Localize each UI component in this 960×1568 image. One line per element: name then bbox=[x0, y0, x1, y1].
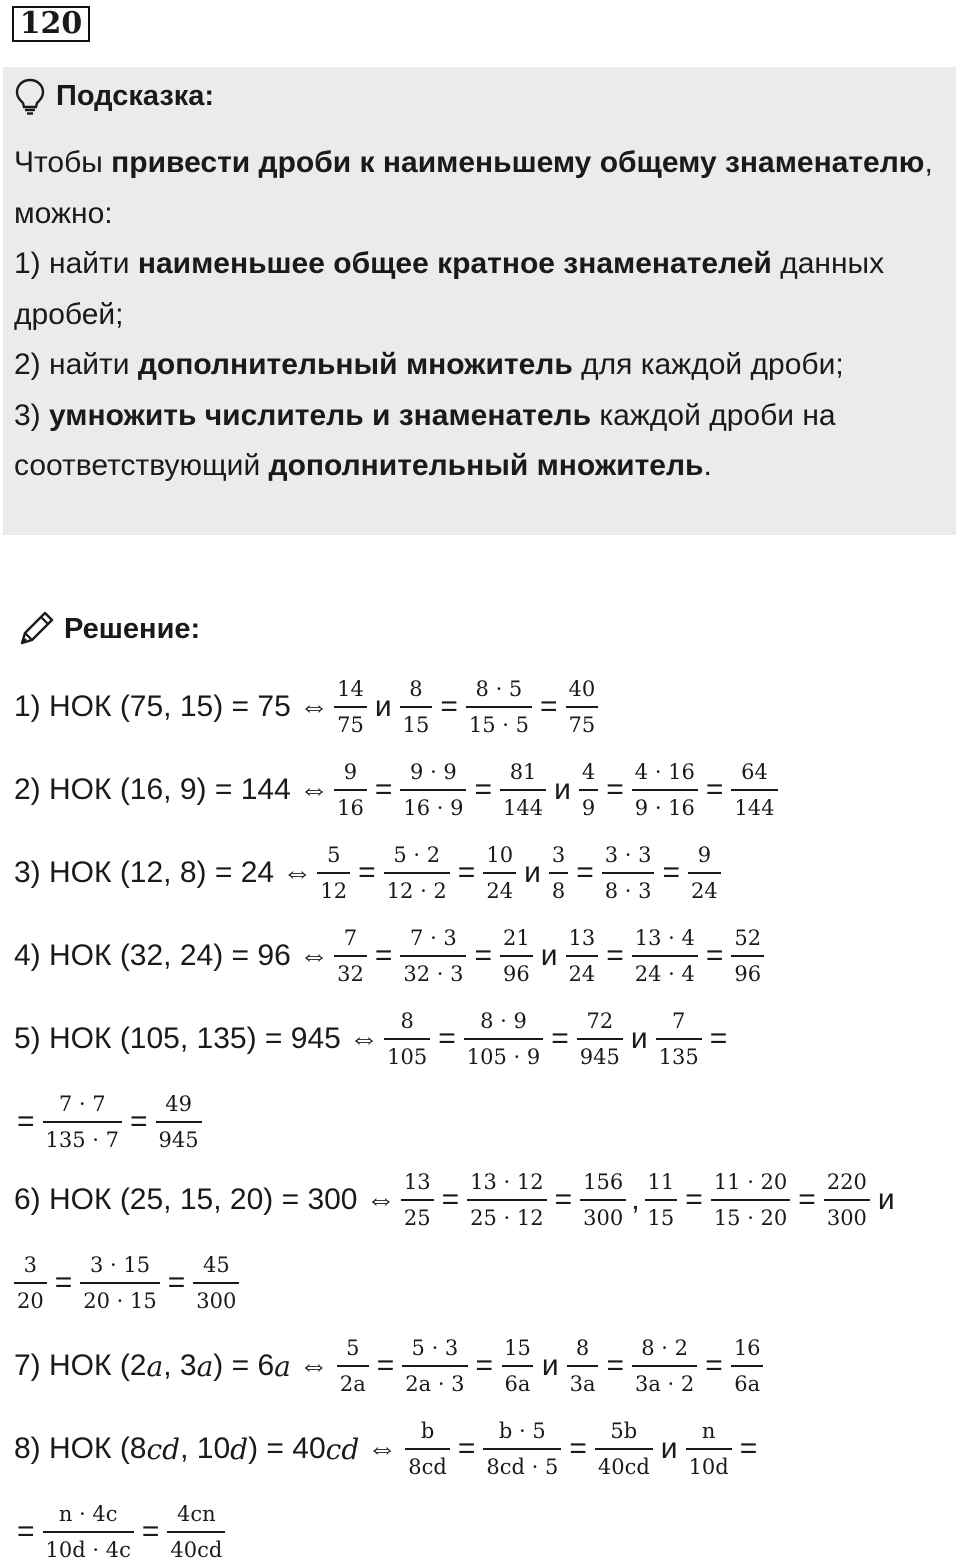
numerator: 45 bbox=[202, 1252, 230, 1277]
denominator: 24 bbox=[688, 872, 721, 902]
numerator: 8 · 9 bbox=[480, 1008, 527, 1033]
denominator: 8 · 3 bbox=[602, 872, 655, 902]
variable: cd bbox=[325, 1432, 360, 1466]
fraction bbox=[483, 1418, 561, 1479]
denominator: 144 bbox=[731, 789, 777, 819]
solution-line-5-cont bbox=[14, 1087, 207, 1157]
numerator: 156 bbox=[583, 1169, 624, 1194]
denominator: 40cd bbox=[167, 1531, 225, 1561]
numerator: 13 bbox=[403, 1169, 431, 1194]
fraction bbox=[632, 925, 698, 986]
fraction bbox=[632, 1335, 697, 1396]
numerator: 14 bbox=[337, 676, 364, 701]
equals-sign: = bbox=[798, 1183, 816, 1216]
denominator: 15 bbox=[400, 706, 433, 736]
variable: a bbox=[274, 1349, 291, 1383]
task-number: 120 bbox=[12, 6, 90, 42]
numerator: 11 bbox=[647, 1169, 675, 1194]
fraction bbox=[566, 925, 599, 986]
and-word: и bbox=[540, 939, 558, 972]
hint-step1: 1) найти bbox=[14, 247, 138, 280]
solution-line-6-cont bbox=[14, 1248, 244, 1318]
equals-sign: = bbox=[576, 856, 594, 889]
denominator: 2a · 3 bbox=[402, 1365, 467, 1395]
fraction bbox=[656, 1008, 702, 1069]
fraction bbox=[167, 1501, 225, 1562]
equals-sign: = bbox=[474, 939, 493, 972]
equals-sign: = bbox=[662, 856, 681, 889]
line-lead-part: ) = 40 bbox=[248, 1432, 326, 1465]
denominator: 9 · 16 bbox=[632, 789, 698, 819]
equals-sign: = bbox=[17, 1105, 35, 1138]
solution-line-5 bbox=[14, 1004, 730, 1074]
fraction bbox=[317, 842, 350, 903]
numerator: 5 · 2 bbox=[393, 842, 441, 867]
equals-sign: = bbox=[438, 1022, 456, 1055]
fraction bbox=[400, 925, 466, 986]
equals-sign: = bbox=[440, 690, 458, 723]
lightbulb-icon bbox=[14, 77, 46, 115]
numerator: 10 bbox=[486, 842, 514, 867]
denominator: 144 bbox=[500, 789, 546, 819]
and-word: и bbox=[630, 1022, 648, 1055]
equals-sign: = bbox=[709, 1022, 728, 1055]
denominator: 135 bbox=[656, 1038, 702, 1068]
denominator: 96 bbox=[731, 955, 764, 985]
fraction bbox=[467, 1169, 546, 1230]
comma: , bbox=[631, 1183, 640, 1216]
solution-line-8 bbox=[14, 1414, 760, 1484]
equals-sign: = bbox=[167, 1266, 186, 1299]
hint-header bbox=[14, 76, 214, 116]
hint-step2-bold: дополнительный множитель bbox=[137, 348, 573, 381]
equals-sign: = bbox=[739, 1432, 758, 1465]
equals-sign: = bbox=[374, 939, 393, 972]
denominator: 105 · 9 bbox=[464, 1038, 543, 1068]
and-word: и bbox=[877, 1183, 895, 1216]
fraction bbox=[580, 1169, 626, 1230]
fraction bbox=[43, 1091, 122, 1152]
denominator: 15 · 20 bbox=[711, 1199, 790, 1229]
denominator: 12 bbox=[317, 872, 350, 902]
denominator: 16 · 9 bbox=[400, 789, 466, 819]
hint-step3-bold: умножить числитель и знаменатель bbox=[49, 398, 592, 432]
fraction bbox=[567, 1335, 599, 1396]
numerator: 4cn bbox=[177, 1501, 216, 1526]
fraction bbox=[400, 759, 466, 820]
fraction bbox=[501, 1335, 534, 1396]
numerator: b bbox=[420, 1418, 435, 1443]
fraction bbox=[566, 676, 599, 737]
numerator: 7 · 3 bbox=[410, 925, 457, 950]
numerator: 7 · 7 bbox=[58, 1091, 106, 1116]
fraction bbox=[645, 1169, 678, 1230]
fraction bbox=[400, 676, 433, 737]
solution-line-7 bbox=[14, 1331, 769, 1401]
numerator: 5 · 3 bbox=[411, 1335, 459, 1360]
fraction bbox=[579, 759, 598, 820]
equals-sign: = bbox=[705, 773, 724, 806]
denominator: 105 bbox=[384, 1038, 430, 1068]
equals-sign: = bbox=[551, 1022, 569, 1055]
equals-sign: = bbox=[54, 1266, 73, 1299]
equals-sign: = bbox=[554, 1183, 573, 1216]
fraction bbox=[384, 1008, 430, 1069]
numerator: 81 bbox=[509, 759, 537, 784]
denominator: 15 · 5 bbox=[466, 706, 532, 736]
numerator: 9 bbox=[343, 759, 358, 784]
denominator: 75 bbox=[566, 706, 599, 736]
equals-sign: = bbox=[606, 939, 624, 972]
fraction bbox=[464, 1008, 543, 1069]
numerator: 16 bbox=[733, 1335, 761, 1360]
numerator: 72 bbox=[586, 1008, 614, 1033]
equals-sign: = bbox=[606, 1349, 624, 1382]
equals-sign: = bbox=[569, 1432, 587, 1465]
numerator: 4 · 16 bbox=[634, 759, 695, 784]
line-lead: 1) НОК (75, 15) = 75 ⇔ bbox=[14, 690, 330, 723]
solution-header bbox=[16, 608, 200, 650]
fraction bbox=[334, 759, 367, 820]
line-lead: 2) НОК (16, 9) = 144 ⇔ bbox=[14, 773, 330, 806]
numerator: 40 bbox=[568, 676, 596, 701]
fraction bbox=[80, 1252, 159, 1313]
denominator: 6a bbox=[731, 1365, 763, 1395]
denominator: 9 bbox=[579, 789, 598, 819]
fraction bbox=[14, 1252, 47, 1313]
hint-intro: Чтобы bbox=[14, 146, 112, 179]
pencil-icon bbox=[16, 609, 56, 649]
equals-sign: = bbox=[539, 690, 558, 723]
equivalence-arrow: ⇔ bbox=[367, 1432, 398, 1465]
numerator: 220 bbox=[826, 1169, 867, 1194]
and-word: и bbox=[374, 690, 392, 723]
fraction bbox=[731, 759, 777, 820]
denominator: 96 bbox=[500, 955, 533, 985]
numerator: 5b bbox=[610, 1418, 638, 1443]
line-lead-part: ) = 6 bbox=[213, 1349, 275, 1382]
line-lead: 6) НОК (25, 15, 20) = 300 ⇔ bbox=[14, 1183, 396, 1216]
fraction bbox=[43, 1501, 134, 1562]
denominator: 6a bbox=[502, 1365, 534, 1395]
denominator: 8 bbox=[549, 872, 568, 902]
line-lead: 4) НОК (32, 24) = 96 ⇔ bbox=[14, 939, 330, 972]
solution-line-3 bbox=[14, 838, 726, 908]
denominator: 15 bbox=[645, 1199, 678, 1229]
numerator: 13 bbox=[568, 925, 596, 950]
numerator: 13 · 12 bbox=[470, 1169, 544, 1194]
and-word: и bbox=[554, 773, 571, 806]
numerator: 4 bbox=[581, 759, 596, 784]
equals-sign: = bbox=[475, 1349, 494, 1382]
solution-line-4 bbox=[14, 921, 769, 991]
numerator: 9 bbox=[697, 842, 712, 867]
denominator: 24 bbox=[566, 955, 599, 985]
equals-sign: = bbox=[705, 939, 724, 972]
numerator: 8 bbox=[400, 1008, 414, 1033]
denominator: 40cd bbox=[595, 1448, 653, 1478]
fraction bbox=[549, 842, 568, 903]
variable: a bbox=[196, 1349, 214, 1383]
fraction bbox=[384, 842, 450, 903]
solution-line-6 bbox=[14, 1165, 898, 1235]
hint-step1-end: данных дробей; bbox=[14, 247, 885, 331]
solution-line-8-cont bbox=[14, 1497, 230, 1567]
numerator: 13 · 4 bbox=[634, 925, 695, 950]
numerator: 5 bbox=[346, 1335, 360, 1360]
and-word: и bbox=[660, 1432, 678, 1465]
fraction bbox=[731, 1335, 764, 1396]
numerator: 8 · 2 bbox=[641, 1335, 689, 1360]
numerator: 3 bbox=[23, 1252, 38, 1277]
denominator: 300 bbox=[824, 1199, 870, 1229]
denominator: 32 bbox=[334, 955, 367, 985]
fraction bbox=[731, 925, 764, 986]
numerator: 15 bbox=[504, 1335, 531, 1360]
denominator: 75 bbox=[334, 706, 367, 736]
equals-sign: = bbox=[457, 856, 476, 889]
equals-sign: = bbox=[685, 1183, 703, 1216]
hint-text bbox=[14, 138, 934, 492]
denominator: 25 · 12 bbox=[467, 1199, 546, 1229]
numerator: 3 bbox=[551, 842, 566, 867]
fraction bbox=[405, 1418, 450, 1479]
hint-title: Подсказка: bbox=[56, 79, 215, 112]
denominator: 20 bbox=[14, 1282, 47, 1312]
variable: cd bbox=[146, 1432, 181, 1466]
numerator: 7 bbox=[343, 925, 358, 950]
numerator: b · 5 bbox=[498, 1418, 546, 1443]
fraction bbox=[402, 1335, 467, 1396]
fraction bbox=[334, 676, 367, 737]
numerator: 8 bbox=[575, 1335, 590, 1360]
numerator: 8 · 5 bbox=[475, 676, 523, 701]
fraction bbox=[466, 676, 532, 737]
numerator: n · 4c bbox=[58, 1501, 118, 1526]
equals-sign: = bbox=[457, 1432, 476, 1465]
equals-sign: = bbox=[705, 1349, 723, 1382]
denominator: 300 bbox=[193, 1282, 239, 1312]
denominator: 2a bbox=[337, 1365, 369, 1395]
denominator: 945 bbox=[577, 1038, 623, 1068]
solution-title: Решение: bbox=[64, 612, 201, 645]
denominator: 3a bbox=[567, 1365, 599, 1395]
equals-sign: = bbox=[474, 773, 493, 806]
hint-step3-end: . bbox=[703, 449, 712, 482]
fraction bbox=[595, 1418, 653, 1479]
solution-line-1 bbox=[14, 672, 603, 742]
line-lead-part: , 10 bbox=[180, 1432, 231, 1465]
denominator: 10d bbox=[686, 1448, 732, 1478]
numerator: n bbox=[701, 1418, 716, 1443]
equivalence-arrow: ⇔ bbox=[298, 1349, 329, 1382]
numerator: 52 bbox=[734, 925, 762, 950]
equals-sign: = bbox=[141, 1515, 160, 1548]
fraction bbox=[483, 842, 516, 903]
variable: d bbox=[230, 1432, 249, 1466]
line-lead: 7) НОК (2 bbox=[14, 1349, 147, 1382]
equals-sign: = bbox=[17, 1515, 35, 1548]
denominator: 25 bbox=[401, 1199, 434, 1229]
fraction bbox=[577, 1008, 623, 1069]
fraction bbox=[500, 925, 533, 986]
numerator: 21 bbox=[503, 925, 530, 950]
hint-step3-mid: каждой дроби на соответствующий bbox=[14, 398, 836, 482]
fraction bbox=[686, 1418, 732, 1479]
equals-sign: = bbox=[606, 773, 624, 806]
equals-sign: = bbox=[441, 1183, 460, 1216]
denominator: 24 · 4 bbox=[632, 955, 698, 985]
denominator: 8cd · 5 bbox=[483, 1448, 561, 1478]
denominator: 8cd bbox=[405, 1448, 450, 1478]
and-word: и bbox=[524, 856, 541, 889]
denominator: 20 · 15 bbox=[80, 1282, 159, 1312]
variable: a bbox=[146, 1349, 164, 1383]
denominator: 32 · 3 bbox=[400, 955, 466, 985]
line-lead: 5) НОК (105, 135) = 945 ⇔ bbox=[14, 1022, 380, 1055]
fraction bbox=[500, 759, 546, 820]
hint-intro-end: , можно: bbox=[14, 146, 933, 230]
numerator: 3 · 3 bbox=[604, 842, 652, 867]
line-lead: 3) НОК (12, 8) = 24 ⇔ bbox=[14, 856, 313, 889]
hint-intro-bold: привести дроби к наименьшему общему знаменателю bbox=[111, 146, 925, 179]
numerator: 11 · 20 bbox=[713, 1169, 788, 1194]
denominator: 24 bbox=[483, 872, 516, 902]
denominator: 12 · 2 bbox=[384, 872, 450, 902]
numerator: 7 bbox=[672, 1008, 686, 1033]
fraction bbox=[401, 1169, 434, 1230]
hint-step2: 2) найти bbox=[14, 348, 138, 381]
fraction bbox=[156, 1091, 202, 1152]
numerator: 49 bbox=[165, 1091, 192, 1116]
hint-step3: 3) bbox=[14, 398, 50, 432]
equals-sign: = bbox=[374, 773, 393, 806]
solution-line-2 bbox=[14, 755, 783, 825]
fraction bbox=[711, 1169, 790, 1230]
hint-step3-bold2: дополнительный множитель bbox=[268, 449, 704, 482]
fraction bbox=[632, 759, 698, 820]
fraction bbox=[602, 842, 655, 903]
fraction bbox=[824, 1169, 870, 1230]
line-lead: 8) НОК (8 bbox=[14, 1432, 147, 1465]
numerator: 9 · 9 bbox=[410, 759, 457, 784]
denominator: 135 · 7 bbox=[43, 1121, 122, 1151]
fraction bbox=[193, 1252, 239, 1313]
denominator: 10d · 4c bbox=[43, 1531, 134, 1561]
numerator: 5 bbox=[327, 842, 341, 867]
fraction bbox=[334, 925, 367, 986]
hint-step1-bold: наименьшее общее кратное знаменателей bbox=[137, 247, 772, 280]
denominator: 945 bbox=[156, 1121, 202, 1151]
denominator: 16 bbox=[334, 789, 367, 819]
denominator: 3a · 2 bbox=[632, 1365, 697, 1395]
hint-step2-end: для каждой дроби; bbox=[572, 348, 844, 381]
numerator: 8 bbox=[409, 676, 423, 701]
numerator: 64 bbox=[741, 759, 768, 784]
and-word: и bbox=[541, 1349, 559, 1382]
equals-sign: = bbox=[130, 1105, 148, 1138]
line-lead-part: , 3 bbox=[163, 1349, 197, 1382]
denominator: 300 bbox=[580, 1199, 626, 1229]
fraction bbox=[337, 1335, 369, 1396]
numerator: 3 · 15 bbox=[89, 1252, 151, 1277]
fraction bbox=[688, 842, 721, 903]
equals-sign: = bbox=[376, 1349, 395, 1382]
equals-sign: = bbox=[358, 856, 376, 889]
